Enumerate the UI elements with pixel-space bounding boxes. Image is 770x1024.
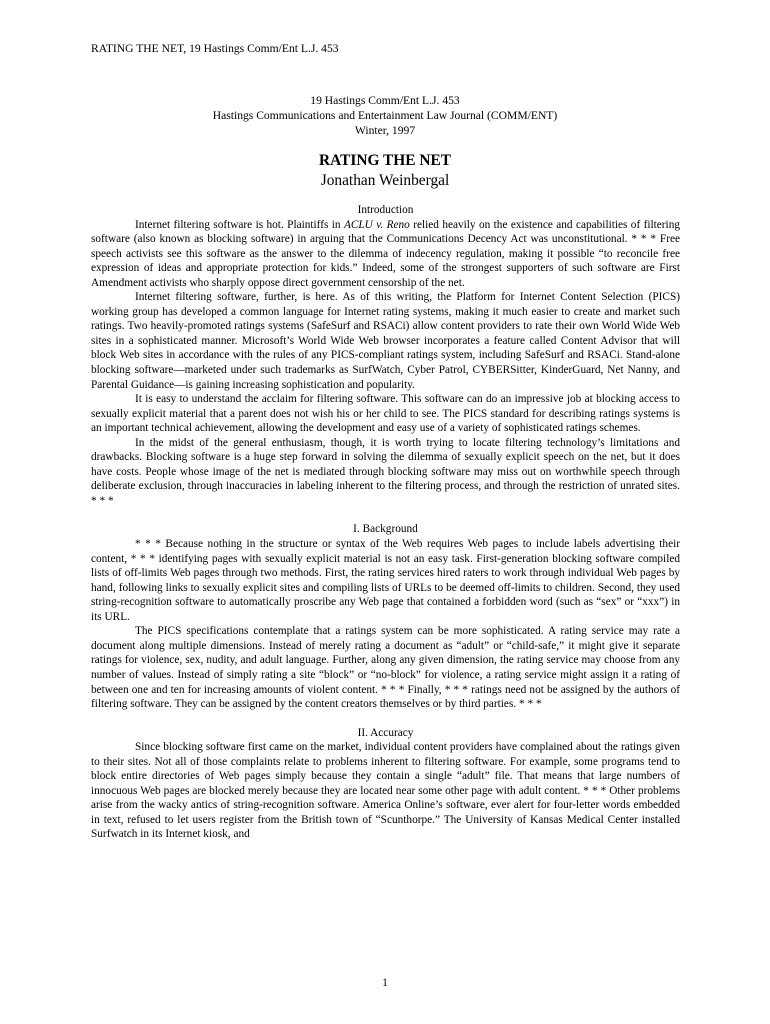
citation-date: Winter, 1997	[354, 124, 416, 137]
introduction-paragraph-4: In the midst of the general enthusiasm, though, it is worth trying to locate filtering technology’s limitations and drawbacks. Blocking software is a huge step forward in solving the dilemma of sexually explicit speech on the net, but it does have costs. People whose image of the net is mediated through blocking software may miss out on worthwhile speech through deliberate exclusion, through inaccuracies in labeling inherent to the filtering process, and through the restriction of unrated sites. * * *	[91, 436, 680, 507]
citation-volume: 19 Hastings Comm/Ent L.J. 453	[310, 94, 460, 107]
introduction-paragraph-3: It is easy to understand the acclaim for filtering software. This software can do an impressive job at blocking access to sexually explicit material that a parent does not wish his or her child to see. The PICS standard for describing ratings systems is an important technical achievement, allowing the development and easy use of a variety of sophisticated ratings schemes.	[91, 393, 680, 435]
introduction-paragraph-1: Internet filtering software is hot. Plaintiffs in ACLU v. Reno relied heavily on the existence and capabilities of filtering software (also known as blocking software) in arguing that the Communications Decency Act was unconstitutional. * * * Free speech activists see this software as the answer to the dilemma of indecency regulation, making it possible “to reconcile free expression of ideas and appropriate protection for kids.” Indeed, some of the strongest supporters of such software are First Amendment activists who sharply oppose direct government censorship of the net.	[91, 218, 680, 289]
background-paragraph-1: * * * Because nothing in the structure or syntax of the Web requires Web pages to include labels advertising their content, * * * identifying pages with sexually explicit material is not an easy task. First-generation blocking software compiled lists of off-limits Web pages through two methods. First, the rating services hired raters to work through individual Web pages by hand, following links to sexually explicit sites and compiling lists of URLs to be deemed off-limits to children. Second, they used string-recognition software to automatically proscribe any Web page that contained a forbidden word (such as “sex” or “xxx”) in its URL.	[91, 538, 680, 623]
section-heading-background: I. Background	[353, 523, 418, 536]
case-name: ACLU v. Reno	[343, 218, 410, 231]
accuracy-paragraph-1: Since blocking software first came on the market, individual content providers have complained about the ratings given to their sites. Not all of those complaints relate to problems inherent to filtering software. For example, some programs tend to block entire directories of Web pages simply because they contain a single “adult” file. That means that large numbers of innocuous Web pages are blocked merely because they are located near some other page with adult content. * * * Other problems arise from the wacky antics of string-recognition software. America Online’s software, ever alert for four-letter words embedded in text, refused to let users register from the British town of “Scunthorpe.” The University of Kansas Medical Center installed Surfwatch in its Internet kiosk, and	[91, 741, 680, 841]
introduction-paragraph-2: Internet filtering software, further, is here. As of this writing, the Platform for Internet Content Selection (PICS) working group has developed a common language for Internet rating systems, making it much easier to create and market such ratings. Two heavily-promoted ratings systems (SafeSurf and RSACi) allow content providers to rate their own World Wide Web sites in a sophisticated manner. Microsoft’s World Wide Web browser incorporates a feature called Content Advisor that will block Web sites in accordance with the rules of any PICS-compliant ratings system, including SafeSurf and RSACi. Stand-alone blocking software—marketed under such trademarks as SurfWatch, Cyber Patrol, CYBERSitter, KinderGuard, Net Nanny, and Parental Guidance—is gaining increasing sophistication and popularity.	[91, 291, 680, 391]
running-head: RATING THE NET, 19 Hastings Comm/Ent L.J. 453	[91, 42, 339, 55]
section-gap	[91, 508, 680, 522]
page-number: 1	[382, 976, 388, 989]
section-heading-introduction: Introduction	[357, 204, 414, 216]
background-paragraph-2: The PICS specifications contemplate that a ratings system can be more sophisticated. A rating service may rate a document along multiple dimensions. Instead of merely rating a document as “adult” or “child-safe,” it might give it separate ratings for violence, sex, nudity, and adult language. Further, along any given dimension, the rating service may choose from any number of values. Instead of simply rating a site “block” or “no-block” for violence, a rating service might assign it a rating of between one and ten for increasing amounts of violent content. * * * Finally, * * * ratings need not be assigned by the authors of filtering software. They can be assigned by the content creators themselves or by third parties. * * *	[91, 625, 680, 711]
article-author: Jonathan Weinbergal	[320, 172, 450, 189]
citation-journal: Hastings Communications and Entertainment Law Journal (COMM/ENT)	[212, 109, 558, 122]
article-title: RATING THE NET	[319, 152, 451, 169]
section-heading-accuracy: II. Accuracy	[357, 726, 414, 739]
citation-block	[0, 93, 770, 138]
article-body	[91, 203, 680, 842]
section-gap	[91, 712, 680, 726]
